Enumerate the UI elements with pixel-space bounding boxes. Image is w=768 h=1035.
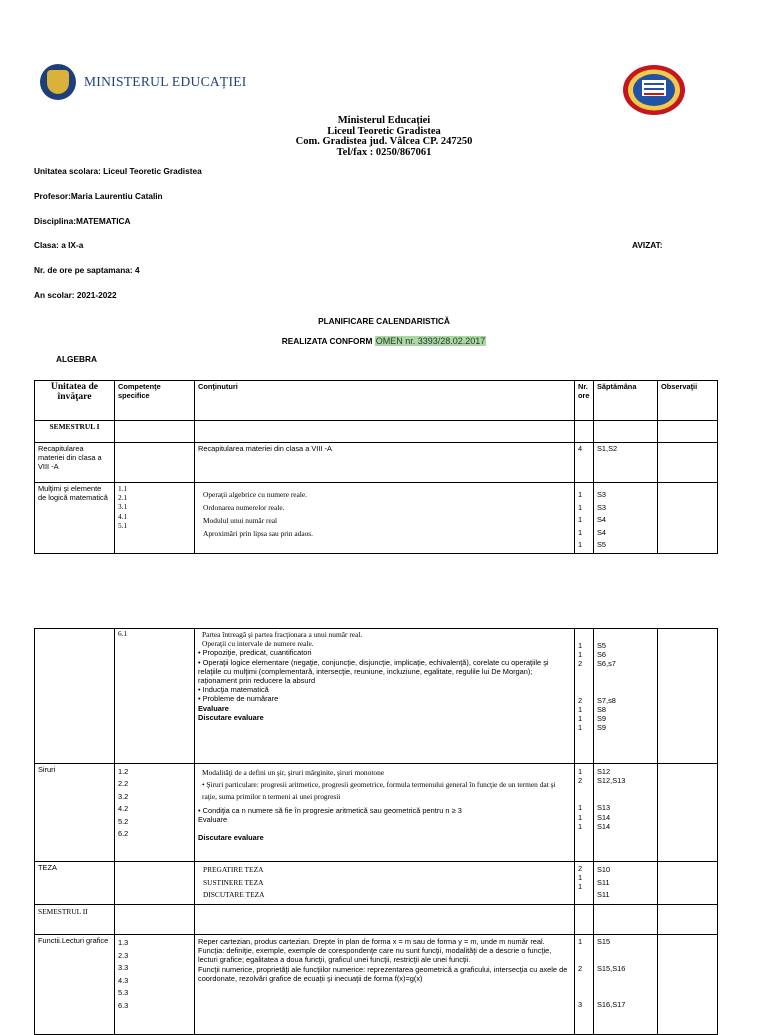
content-item: DISCUTARE TEZA [203,890,265,899]
hours-item: 1 [578,641,583,650]
hours-item: 1 [578,502,583,512]
meta-disciplina: Disciplina:MATEMATICA [34,216,131,226]
competence-item: 3.2 [118,791,129,801]
meta-nr-ore: Nr. de ore pe saptamana: 4 [34,265,140,275]
content-item: • Condiţia ca n numere să fie în progresie aritmetică sau geometrică pentru n ≥ 3 [198,806,462,815]
week-item: S15 [597,937,611,946]
week-cell [594,629,658,764]
school-header-line: Ministerul Educației [337,115,431,126]
hours-item: 1 [578,803,583,813]
content-item: Operaţii cu intervale de numere reale. [202,639,314,649]
hours-item: 1 [578,515,583,525]
content-item: Modalităţi de a defini un şir, şiruri mărginite, şiruri monotone [202,768,385,777]
competence-item: 6.3 [118,1000,129,1010]
planning-table-page-1 [34,380,718,554]
hours-item: 2 [578,776,583,786]
hours-item: 1 [578,490,583,499]
table-row [35,483,718,554]
header-unit: Unitatea de învăţare [35,381,115,421]
week-item: S15,S16 [597,964,626,974]
meta-profesor: Profesor:Maria Laurentiu Catalin [34,191,163,201]
week-cell: S1,S2 [594,443,658,483]
school-logo [622,64,686,116]
header-sapt: Săptămâna [594,381,658,421]
content-item: • Propoziţie, predicat, cuantificatori [198,648,312,658]
content-item: Discutare evaluare [198,712,264,722]
hours-item: 2 [578,659,583,669]
week-item: S16,S17 [597,1000,626,1010]
hours-cell [575,935,594,1035]
week-item: S7,s8 [597,695,616,705]
week-item: S12 [597,767,611,776]
unit-cell: Siruri [35,764,115,862]
competence-item: 6.2 [118,829,129,839]
week-item: S14 [597,821,611,831]
competence-cell [115,935,195,1035]
plan-title: PLANIFICARE CALENDARISTICĂ [318,316,450,326]
week-cell [594,935,658,1035]
table-row [35,905,718,935]
content-item: Modulul unui număr real [203,516,278,525]
school-emblem-icon [622,64,686,116]
meta-unitate: Unitatea scolara: Liceul Teoretic Gradistea [34,166,202,176]
hours-item: 3 [578,1000,583,1010]
week-item: S4 [597,527,607,537]
hours-item: 1 [578,821,583,831]
omen-highlight: OMEN nr. 3393/28.02.2017 [375,336,486,346]
week-cell [594,483,658,554]
hours-item: 1 [578,704,583,714]
hours-item: 1 [578,882,583,892]
competence-item: 2.1 [118,493,128,503]
week-item: S3 [597,490,607,499]
content-item: • Şiruri particulare: progresii aritmetice, progresii geometrice, formula termenului general în funcţie de un termen dat şi raţie, suma primilor n termeni ai unei progresii [202,780,556,801]
semester-label: SEMESTRUL II [35,905,115,935]
week-item: S11 [597,877,610,887]
content-item: SUSTINERE TEZA [203,877,264,887]
week-cell [594,764,658,862]
content-cell [195,629,575,764]
competence-cell [115,483,195,554]
hours-item: 2 [578,864,583,873]
hours-item: 1 [578,812,583,822]
content-item: • Inducţia matematică [198,685,269,695]
hours-item: 1 [578,723,583,733]
hours-item: 1 [578,937,583,946]
section-title: ALGEBRA [56,354,98,364]
content-item: PREGATIRE TEZA [203,865,264,874]
week-item: S12,S13 [597,776,626,786]
content-item: • Probleme de numărare [198,694,279,704]
competence-item: 3.3 [118,963,129,972]
content-item: Evaluare [198,703,229,713]
hours-item: 1 [578,650,583,660]
competence-item: 1.3 [118,938,129,947]
competence-item: 4.2 [118,804,129,814]
week-item: S9 [597,714,607,724]
content-item: Partea întreagă şi partea fracţionara a unui număr real. [202,630,363,639]
competence-item: 2.3 [118,950,129,960]
omen-title [0,336,768,346]
content-cell [195,483,575,554]
omen-prefix: REALIZATA CONFORM [281,336,375,346]
semester-label: SEMESTRUL I [35,421,115,443]
header-ore: Nr. ore [575,381,594,421]
competence-cell [115,764,195,862]
week-item: S4 [597,515,607,525]
competence-cell: 6.1 [115,629,195,764]
header-cont: Conţinuturi [195,381,575,421]
school-header-line: Tel/fax : 0250/867061 [336,146,432,158]
hours-cell: 4 [575,443,594,483]
hours-item: 1 [578,527,583,537]
school-header [0,116,768,158]
hours-item: 2 [578,695,583,705]
table-row [35,935,718,1035]
table-row [35,764,718,862]
header-comp: Competenţe specifice [115,381,195,421]
week-item: S11 [597,890,610,899]
content-item: • Operaţii logice elementare (negaţie, conjuncţie, disjuncţie, implicaţie, echivalenţă), corelate cu operaţiile şi relaţiile cu mulţimi (complementară, intersecţie, reuniune, incluziune, egalitate, regulile lui De Morgan); raţionament prin reducere la absurd [198,657,549,686]
week-item: S5 [597,641,607,650]
hours-item: 1 [578,540,583,550]
content-cell [195,862,575,905]
week-item: S6,s7 [597,659,616,669]
week-item: S14 [597,812,611,822]
competence-item: 5.1 [118,520,128,530]
competence-item: 4.3 [118,975,129,985]
unit-cell: TEZA [35,862,115,905]
hours-cell [575,483,594,554]
week-item: S6 [597,650,607,660]
table-row [35,862,718,905]
week-item: S3 [597,502,607,512]
competence-item: 2.2 [118,779,129,789]
content-item: Evaluare [198,815,228,825]
competence-item: 5.3 [118,988,129,997]
school-header-line: Liceul Teoretic Gradistea [327,125,441,137]
meta-avizat: AVIZAT: [632,240,663,250]
unit-cell: Recapitularea materiei din clasa a VIII -A [35,443,115,483]
content-item: Discutare evaluare [198,833,264,843]
content-item: Reper cartezian, produs cartezian. Drepte în plan de forma x = m sau de forma y = m, unde m număr real. [198,937,545,946]
meta-clasa: Clasa: a IX-a [34,240,84,250]
unit-cell: Mulţimi şi elemente de logică matematică [35,483,115,554]
hours-item: 1 [578,767,583,776]
planning-table-page-2 [34,628,718,1035]
content-item: Ordonarea numerelor reale. [203,503,285,512]
coat-of-arms-icon [40,64,76,100]
competence-item: 5.2 [118,816,129,826]
hours-item: 1 [578,714,583,724]
week-item: S9 [597,723,607,733]
week-item: S13 [597,803,611,813]
table-row [35,421,718,443]
school-header-line: Com. Gradistea jud. Vâlcea CP. 247250 [295,136,473,147]
hours-cell [575,629,594,764]
unit-cell: Functii.Lecturi grafice [35,935,115,1035]
ministry-logo-text: MINISTERUL EDUCAȚIEI [84,74,247,89]
competence-item: 3.1 [118,502,128,512]
header-obs: Observaţii [658,381,718,421]
ministry-logo [40,63,247,101]
table-row [35,443,718,483]
hours-cell [575,862,594,905]
content-cell [195,935,575,1035]
content-cell: Recapitularea materiei din clasa a VIII -A [195,443,575,483]
content-cell [195,764,575,862]
content-item: Funcţia: definiţie, exemple, exemple de corespondenţe care nu sunt funcţii, modalităţi de a descrie o funcţie, lecturi grafice; egalitatea a doua funcţii, graficul unei funcţii, restricţii ale unei funcţii. [198,946,552,965]
week-item: S8 [597,704,607,714]
hours-item: 1 [578,873,583,883]
table-header-row [35,381,718,421]
content-item: Operaţii algebrice cu numere reale. [203,490,308,499]
hours-item: 2 [578,964,583,974]
content-item: Aproximări prin lipsa sau prin adaos. [203,529,314,538]
week-item: S10 [597,865,611,874]
meta-an-scolar: An scolar: 2021-2022 [34,290,117,300]
content-item: Funcţii numerice, proprietăţi ale funcţiilor numerice: reprezentarea geometrică a graficului, intersecţia cu axele de coordonate, rezolvări grafice de ecuaţii şi inecuaţii de forma f(x)=g(x) [198,964,568,983]
competence-item: 1.2 [118,767,129,776]
week-cell [594,862,658,905]
competence-item: 4.1 [118,511,128,521]
hours-cell [575,764,594,862]
competence-item: 1.1 [118,484,128,493]
week-item: S5 [597,540,607,550]
table-row [35,629,718,764]
